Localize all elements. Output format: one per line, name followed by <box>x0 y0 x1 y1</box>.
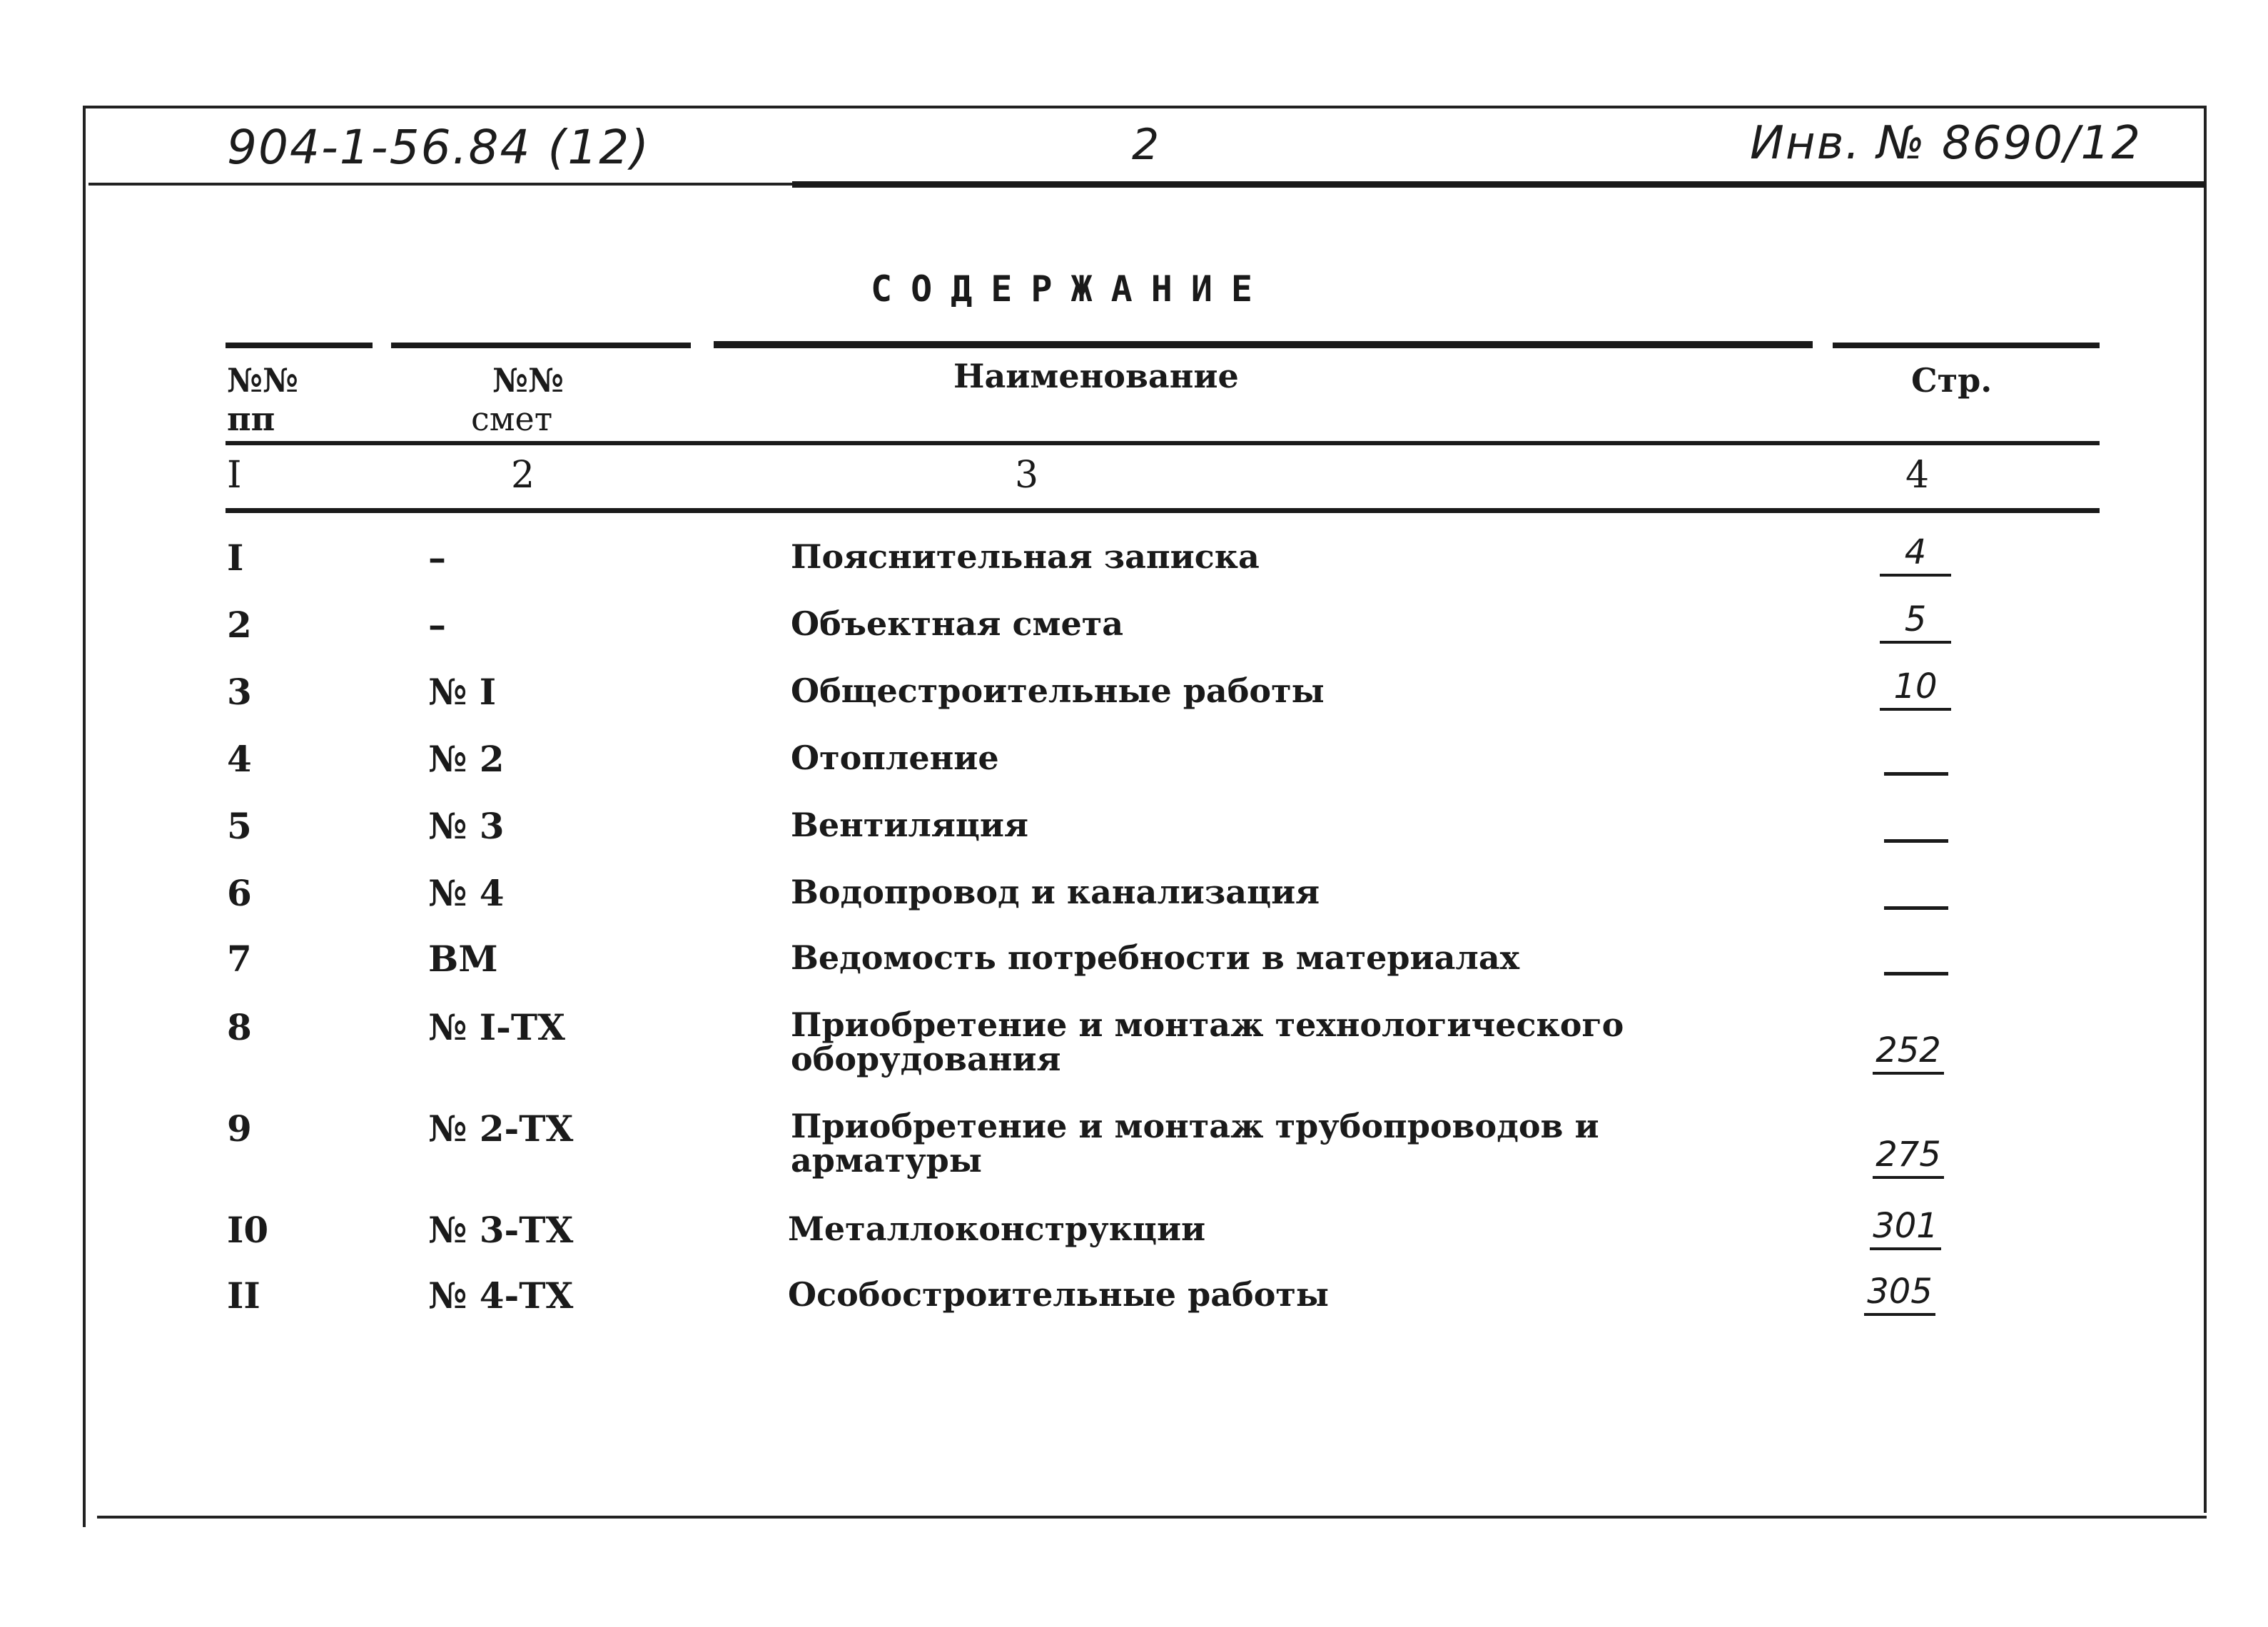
row-page-empty-dash <box>1884 772 1948 776</box>
column-header-label-line1: №№ <box>227 361 298 400</box>
row-estimate: № 2 <box>428 738 505 780</box>
row-estimate: – <box>428 604 446 646</box>
row-name <box>791 539 1260 574</box>
column-number-1: I <box>227 454 242 497</box>
header-rule-thick <box>792 181 2205 188</box>
row-page <box>1880 666 1951 711</box>
row-name-line1: Общестроительные работы <box>791 671 1325 710</box>
row-number: 4 <box>227 738 252 780</box>
row-number: 7 <box>227 938 252 980</box>
row-number: I <box>227 537 244 579</box>
column-number-4: 4 <box>1905 454 1930 497</box>
row-name <box>791 741 999 775</box>
row-name-line1: Отопление <box>791 739 999 777</box>
column-header-estimate-number <box>471 361 564 438</box>
row-page-underline <box>1880 574 1951 577</box>
row-estimate: № I-ТХ <box>428 1006 565 1048</box>
row-page-value: 275 <box>1875 1135 1941 1175</box>
table-top-rule-col1 <box>226 343 373 348</box>
row-name-line1: Приобретение и монтаж трубопроводов и <box>791 1107 1599 1145</box>
row-number: I0 <box>227 1209 269 1251</box>
row-estimate: № 3 <box>428 805 505 847</box>
row-name <box>791 1005 1624 1078</box>
row-page <box>1880 532 1951 577</box>
row-page <box>1873 1030 1944 1075</box>
inventory-number: Инв. № 8690/12 <box>1750 117 2142 170</box>
row-page-value: 252 <box>1875 1030 1941 1070</box>
row-page <box>1873 1135 1944 1179</box>
table-top-rule-col4 <box>1833 343 2100 348</box>
row-estimate: – <box>428 537 446 579</box>
row-estimate: № 2-ТХ <box>428 1108 574 1150</box>
row-name-line1: Пояснительная записка <box>791 537 1260 576</box>
row-page-value: 5 <box>1904 599 1927 639</box>
row-name <box>791 604 1124 643</box>
row-name-line2: оборудования <box>791 1040 1061 1078</box>
row-number: 3 <box>227 671 252 713</box>
column-header-page: Стр. <box>1911 361 1993 400</box>
row-page <box>1880 599 1951 644</box>
row-number: 9 <box>227 1108 252 1150</box>
row-name-line1: Металлоконструкции <box>788 1210 1206 1248</box>
row-estimate: № 3-ТХ <box>428 1209 574 1251</box>
row-name-line1: Приобретение и монтаж технологического <box>791 1005 1624 1044</box>
row-page <box>1870 1206 1941 1250</box>
row-name-line1: Особостроительные работы <box>788 1275 1330 1314</box>
row-name-line1: Объектная смета <box>791 604 1124 643</box>
table-colnum-rule <box>226 508 2100 513</box>
row-name-line2: арматуры <box>791 1141 982 1180</box>
row-name <box>788 1212 1205 1246</box>
row-page <box>1864 1272 1935 1316</box>
row-name <box>788 1277 1329 1312</box>
row-name <box>791 671 1325 710</box>
frame-top-border <box>83 106 2207 108</box>
column-header-label-line1: №№ <box>492 361 564 400</box>
row-name <box>791 808 1028 842</box>
row-name <box>791 875 1320 909</box>
row-name <box>791 1107 1599 1180</box>
frame-left-border <box>83 107 86 1527</box>
column-header-label-line2: смет <box>471 400 553 438</box>
row-page-underline <box>1864 1313 1935 1316</box>
row-name <box>791 938 1520 977</box>
column-number-2: 2 <box>511 454 535 497</box>
frame-bottom-border <box>97 1516 2207 1519</box>
row-page-empty-dash <box>1884 972 1948 975</box>
row-estimate: № 4 <box>428 872 505 914</box>
row-estimate: № I <box>428 671 497 713</box>
row-page-value: 10 <box>1893 666 1938 706</box>
row-number: 6 <box>227 872 252 914</box>
page-number: 2 <box>1132 120 1160 170</box>
column-header-name: Наименование <box>953 357 1239 395</box>
column-number-3: 3 <box>1015 454 1039 497</box>
row-estimate: ВМ <box>428 938 498 980</box>
row-page-empty-dash <box>1884 839 1948 843</box>
row-page-underline <box>1880 708 1951 711</box>
table-header-rule <box>226 441 2100 445</box>
row-number: 2 <box>227 604 252 646</box>
table-top-rule-col3 <box>714 341 1813 348</box>
row-page-empty-dash <box>1884 906 1948 910</box>
row-page-value: 4 <box>1904 532 1927 572</box>
row-estimate: № 4-ТХ <box>428 1274 574 1317</box>
document-code: 904-1-56.84 (12) <box>227 120 650 175</box>
frame-right-border <box>2204 107 2207 1513</box>
page-title: СОДЕРЖАНИЕ <box>871 268 1272 310</box>
row-number: 5 <box>227 805 252 847</box>
row-page-underline <box>1880 641 1951 644</box>
row-number: 8 <box>227 1006 252 1048</box>
row-page-value: 301 <box>1873 1206 1938 1246</box>
column-header-item-number <box>227 361 298 438</box>
row-name-line1: Вентиляция <box>791 806 1028 844</box>
row-number: II <box>227 1274 260 1317</box>
row-page-underline <box>1873 1176 1944 1179</box>
row-page-value: 305 <box>1867 1272 1933 1312</box>
row-page-underline <box>1873 1072 1944 1075</box>
row-name-line1: Водопровод и канализация <box>791 873 1320 911</box>
row-name-line1: Ведомость потребности в материалах <box>791 938 1520 977</box>
column-header-label-line2: пп <box>227 400 275 438</box>
row-page-underline <box>1870 1247 1941 1250</box>
table-top-rule-col2 <box>391 343 691 348</box>
